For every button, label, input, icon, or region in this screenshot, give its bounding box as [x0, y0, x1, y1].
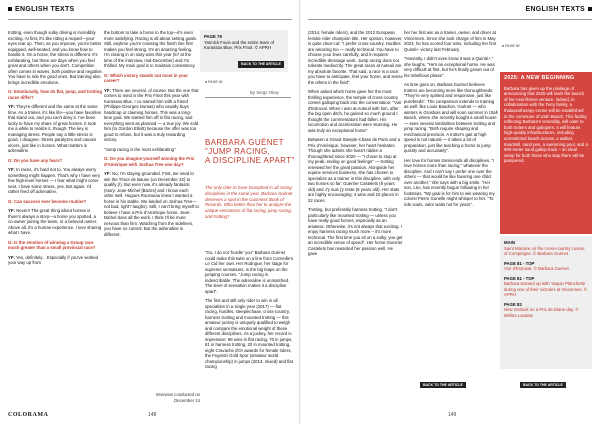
- interview-answer: YF: No, I'm staying grounded. First, we need to win the Ténor de Baune (on December 22) to qualify (!). But even now, it's already fantastic (story: Jean-Michel [Bazire] and I know each other well. Hugues Rousseau knew I wanted a horse in his stable. We landed on Joshua Tree—not bad, right? laughs). Still, I can't bring myself to believe I have a Prix d'Amérique horse. Jean-Michel does all the work. I think I'll be more nervous than him. Watching from the sidelines, you have no control. But the adrenaline is different.: [104, 171, 199, 237]
- interview-question: G: Do you imagine yourself winning the Prix d'Amérique with Joshua Tree one day?: [104, 156, 195, 167]
- body-paragraph: trotting, even though sulky driving is incredibly exciting. At first, it's like riding a moped—your eyes tear up. Then, as you improve, you're better equipped, well-seated, and you know how to handle it. On a horse, the stress is different. It's exhilarating, but there are days when you feel great and others when you don't. Competition often comes in waves, both positive and negative. You have to ride the good ones. But training also brings incredible emotions.: [8, 30, 103, 85]
- caption-label: PAGE 81 - TOP: [504, 275, 535, 281]
- body-paragraph: "Go, I do not 'hurdle' you" Barbara Guénet could make this twist on a line from Corneille's Le Cid her own. Her Rodrigue, her stage for supreme sensations, is the big leaps on the jumping courses. "Jump racing is indescribable. The adrenaline is unmatched. The level of sensation makes it a discipline apart".: [205, 250, 293, 294]
- page-square-icon: ■: [502, 44, 506, 48]
- caption-text: Barbara teamed up with Yaquio Planchette during one of their victories at Vincennes. © APRH: [504, 281, 588, 297]
- page-ref-label: ■ PAGE 80: [205, 80, 223, 84]
- body-paragraph: As time goes on, Barbara Guénet believes trotters are becoming more like thoroughbreds. "They're very spirited and responsive, just like purebreds". The comparison extends to training as well: like Louis Baudron, Guénet — who winters in Grosbois and will soon summer in Utah Beach, where she recently bought a small house — sees several similarities between trotting and jump racing. "Both require shaping and mechanical precision. A trotter's gait at high speed is not natural — it takes a lot of preparation, just like teaching a horse to jump quickly and accurately".: [404, 82, 499, 153]
- article-col-3: [404, 30, 499, 211]
- speaker-label: YF:: [8, 208, 15, 213]
- body-paragraph: Between a Grand Steeple-Chase de Paris and a Prix d'Amérique, however, her heart hesitates. Though she admits she hasn't ridden a thoroughbred since 2020 — "I chose to stop at my peak, ending on good feelings" — trotting renewed her the great passion. Alongside her equine services business, she has chosen to specialize as a trainer in this discipline, with only two horses so far: Guerrier Castelets (9 years old) and J'y suis j'y reste (6 years old). Her stats are highly encouraging: 4 wins and 10 places in 22 races.: [308, 137, 400, 203]
- section-square-icon: [8, 7, 12, 11]
- article-col-2: [308, 30, 403, 261]
- speaker-label: YF:: [8, 254, 15, 260]
- footer-left: [8, 412, 48, 418]
- caption-label: MAIN: [504, 240, 515, 245]
- interview-col-1: [8, 30, 103, 270]
- caption-label: PAGE 82: [504, 301, 522, 307]
- interview-answer: YF: There are several, of course. But the one that comes to mind is the Prix Finot this year with Kurassao Blue. I co-owned him with a friend (Philippe-Georges Dumas) who usually buys handicap or claiming horses. This was a long-time goal. We started him off in flat racing, and everything went as planned — a true joy. We sold him (to Gordon Elliott) because the offer was too good to refuse, but it was a truly rewarding victory.: [104, 87, 199, 142]
- body-paragraph: Trotting, but preferably harness trotting. "I don't particularly like mounted trotting — unless you have really good horses, especially as an amateur. Otherwise, it's not always that exciting. I enjoy harness racing much more – it's more technical. The first time you sit on a sulky, you get an incredible sense of speed". Her horse Guerrier Castelets has rewarded her passion well. He gave: [308, 207, 403, 256]
- colorama-logo: COLORAMA: [8, 412, 49, 418]
- caption-text: New Outlook on a Prix de Diane day. © Mélina Landais: [504, 307, 579, 318]
- article-lede: The only rider to have triumphed in all racing disciplines in the same year, Barbara Guénet deserves a spot in the Guinness Book of Records. Who better than her to analyze the unique sensations of flat racing, jump racing, and trotting?: [205, 185, 293, 219]
- byline: By Serge Okay: [250, 90, 279, 95]
- caption-text: Voir d'Estruval. © Barbara Guénet: [504, 266, 569, 271]
- interview-question: G: Which victory stands out most in your career?: [104, 72, 189, 83]
- speaker-label: YF:: [8, 104, 15, 109]
- interview-question: G: Emotionally, how do flat, jump, and trotting races differ?: [8, 89, 102, 100]
- photo-captions-box: [500, 236, 592, 369]
- interview-col-2: [104, 30, 199, 241]
- sidebar-text: Barbara has given up the privilege of announcing that 2025 will mark the launch of her new fitness venture. Indeed, in collaboration with the Terry family, a thalassotherapy center will be established in the commune of Utah Beach. This facility, reflecting Barbara's versatility, will cater to both trotters and gallopers. It will feature high-quality infrastructures, including unrestricted beach access, a walker, treadmill, sand pen, a swimming pool, and a 900-meter sand gallop track – an ideal setup for both those who stay there will be pampered.: [504, 85, 588, 164]
- photo-caption-box: [200, 30, 288, 72]
- article-title: BARBARA GUÉNET "JUMP RACING, A DISCIPLINE APART": [205, 138, 295, 165]
- article-col-1: [205, 250, 293, 374]
- speaker-label: YF:: [104, 87, 111, 93]
- header-rule: [8, 19, 292, 20]
- interview-answer: YF: They're different and the same at the same time. As a trainer, it's like life—you have favorites that stand out, and you can't deny it. I've been lucky to have my share of great horses. It took me a while to realize it, though. The key is managing stress. People say a little stress is good, I disagree. Stress paralyzes and causes ulcers, just like in horses. What matters is adrenaline.: [8, 104, 102, 153]
- caption-label: PAGE 81 - TOP: [504, 260, 535, 266]
- interview-answer: YF: Never!! The great thing about horses is there's always a story—a horse you spotted, a co-owner joining the team, or a beloved owner. Above all, it's a human experience. I love sharing what I have.: [8, 208, 102, 235]
- sidebar-box: [500, 72, 592, 234]
- page-square-icon: ■: [205, 80, 209, 84]
- sidebar-title: 2025: A NEW BEGINNING: [504, 75, 575, 81]
- byline-rule: [205, 97, 291, 98]
- body-paragraph: "Honestly, I didn't even know it was a Quinté+," she laughs. "He's an exceptional horse. He was very difficult at first, but he's finally grown out of his rebellious phase".: [404, 56, 495, 78]
- section-square-icon: [588, 7, 592, 11]
- section-header-left: ENGLISH TEXTS: [8, 6, 75, 18]
- caption-text: Saint Macaire on the cross-country course of Compiègne. © Barbara Guénet: [504, 245, 585, 256]
- caption-text: Yannick Fouin and the entire team of Kurassao Blue, Prix Finot. © APRH: [204, 39, 274, 50]
- back-to-article-link[interactable]: BACK TO THE ARTICLE: [520, 382, 566, 388]
- sidebar-page-ref: ■ PAGE 82: [502, 44, 520, 48]
- interview-question: G: Do you have any fears?: [8, 157, 63, 163]
- body-paragraph: the bottom to take a horse to the top—it's even more satisfying. Racing is all about setting goals. Still, anytime you're crossing the finish line first makes you feel strong. It's an amazing feeling. I'm closing in on sixty wins this year (57 at the time of the interview, mid-December) and I'm thrilled. My main goal is to maintain consistency.: [104, 30, 197, 68]
- body-paragraph: (2014, female riders), and the 2012 European female rider champion title. Her opinion, however, is quite clear-cut: "I prefer cross-country. Hurdles are amazing too — really technical. You have to choose your lines carefully, and it requires incredible dressage work. Jump racing does not tolerate mediocrity. The great races at Auteuil are my absolute favorite. That said, a race is a race: you have to anticipate, feel your horse, and sense the others in the field".: [308, 30, 403, 85]
- interview-question: G: Can success ever become routine?: [8, 198, 87, 204]
- speaker-label: YF:: [104, 171, 111, 176]
- section-header-right: ENGLISH TEXTS: [497, 6, 592, 18]
- speaker-label: YF:: [8, 167, 15, 172]
- caption-page-ref: PAGE 79: [204, 34, 222, 39]
- back-to-article-link[interactable]: BACK TO THE ARTICLE: [238, 61, 284, 69]
- body-paragraph: her her first win as a trainer, owner, and driver at Vincennes. Since she took charge of him in May 2023, he has scored four wins, including her first Quinté+ victory last February.: [404, 30, 497, 52]
- interview-question: G: Is the emotion of winning a Group race much greater than a small provincial race?: [8, 239, 96, 250]
- body-paragraph: Her love for horses transcends all disciplines. "I love horses more than racing," whatever the discipline. And I can't say I prefer one over the others — that would be like favoring one child over another," she says with a big smile. "Her son, Léo, has recently begun following in her footsteps. "My goal is for him to win wearing my colors! Pierre Gonelle might whisper to her, "To ride souls, valor waits not for years".: [404, 157, 495, 207]
- header-rule: [308, 19, 592, 20]
- interview-answer: YF: Yes, definitely... Especially if you've worked your way up from: [8, 254, 99, 265]
- body-paragraph: The first and still only rider to win in all specialties in a single year (2017) — flat racing, hurdles, steeplechase, cross-country, harness trotting and mounted trotting — this amateur jockey is uniquely qualified to weigh and compare the emotional weight of these different disciplines. As a jockey, her record is impressive: 98 wins in flat racing, 70 in jumps, 61 in harness trotting, 20 in mounted trotting, eight Cravache d'Or awards for female riders, the Fegentri Gold Spur (amateur world championship) in jumps (2013, mixed) and flat racing: [205, 298, 293, 369]
- body-paragraph: "Jump racing is the most exhilarating": [104, 146, 176, 152]
- interview-date: Interview conducted on December 14: [155, 392, 200, 403]
- interview-answer: YF: In races, it's hard not to. You always worry something might happen. That's why I have very few high-level horses — I fear what might come next. I have some stress, yes. But again, I'd rather feed off adrenaline.: [8, 167, 100, 194]
- page-number-right: 149: [448, 412, 457, 418]
- page-number-left: 148: [148, 412, 157, 418]
- body-paragraph: When asked which horse gave her the most thrilling experience, the temple of cross-country comes galloping back into the conversation: "Voir d'Estruval. When I won at Auteuil with him, after the big open ditch, he gained so much ground I thought the commentators had fallen. His locomotion and acceleration were stunning. He was truly an exceptional horse".: [308, 89, 402, 133]
- back-to-article-link[interactable]: BACK TO THE ARTICLE: [420, 382, 466, 388]
